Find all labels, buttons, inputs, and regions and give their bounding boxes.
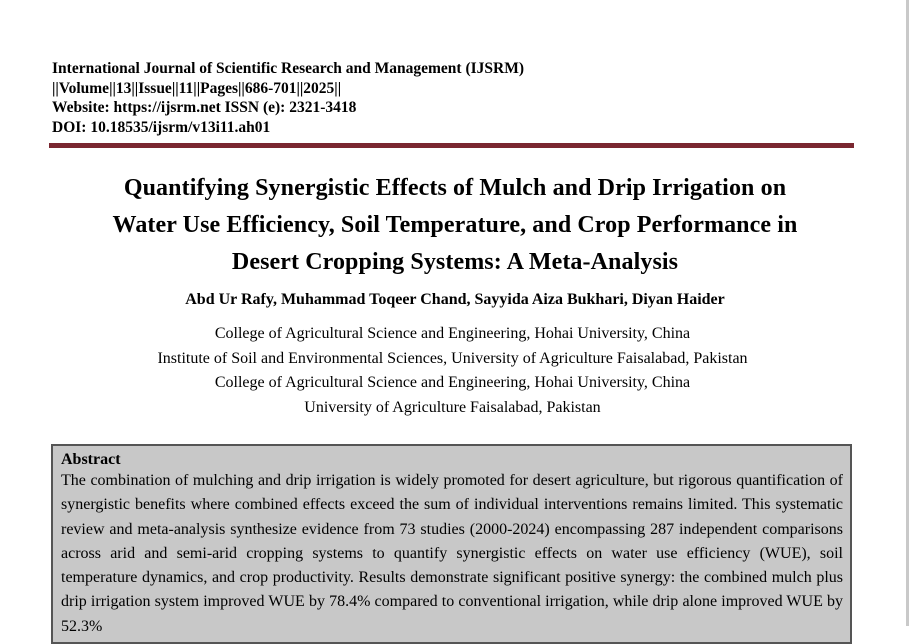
affiliation: University of Agriculture Faisalabad, Pakistan bbox=[304, 398, 601, 416]
journal-header bbox=[52, 59, 812, 137]
volume-line: ||Volume||13||Issue||11||Pages||686-701||2025|| bbox=[52, 79, 342, 97]
affiliation: Institute of Soil and Environmental Sciences, University of Agriculture Faisalabad, Pakistan bbox=[157, 349, 748, 367]
paper-title bbox=[50, 170, 860, 281]
doi-line: DOI: 10.18535/ijsrm/v13i11.ah01 bbox=[52, 118, 271, 136]
affiliations bbox=[50, 322, 855, 420]
title-line: Desert Cropping Systems: A Meta-Analysis bbox=[231, 249, 679, 275]
title-line: Water Use Efficiency, Soil Temperature, and Crop Performance in bbox=[112, 212, 798, 238]
website-line: Website: https://ijsrm.net ISSN (e): 2321-3418 bbox=[52, 99, 357, 116]
title-line: Quantifying Synergistic Effects of Mulch and Drip Irrigation on bbox=[123, 175, 787, 201]
abstract-heading: Abstract bbox=[61, 451, 121, 468]
author-list: Abd Ur Rafy, Muhammad Toqeer Chand, Sayyida Aiza Bukhari, Diyan Haider bbox=[185, 291, 725, 308]
header-divider bbox=[49, 143, 854, 148]
journal-name: International Journal of Scientific Research and Management (IJSRM) bbox=[52, 60, 525, 77]
abstract-box bbox=[51, 444, 852, 644]
abstract-text: The combination of mulching and drip irrigation is widely promoted for desert agriculture, but rigorous quantification of synergistic benefits where combined effects exceed the sum of individual interventions remains limited. This systematic review and meta-analysis synthesize evidence from 73 studies (2000-2024) encompassing 287 independent comparisons across arid and semi-arid cropping systems to quantify synergistic effects on water use efficiency (WUE), soil temperature dynamics, and crop productivity. Results demonstrate significant positive synergy: the combined mulch plus drip irrigation system improved WUE by 78.4% compared to conventional irrigation, while drip alone improved WUE by 52.3% bbox=[61, 472, 843, 635]
affiliation: College of Agricultural Science and Engineering, Hohai University, China bbox=[214, 374, 691, 391]
affiliation: College of Agricultural Science and Engineering, Hohai University, China bbox=[214, 325, 691, 342]
